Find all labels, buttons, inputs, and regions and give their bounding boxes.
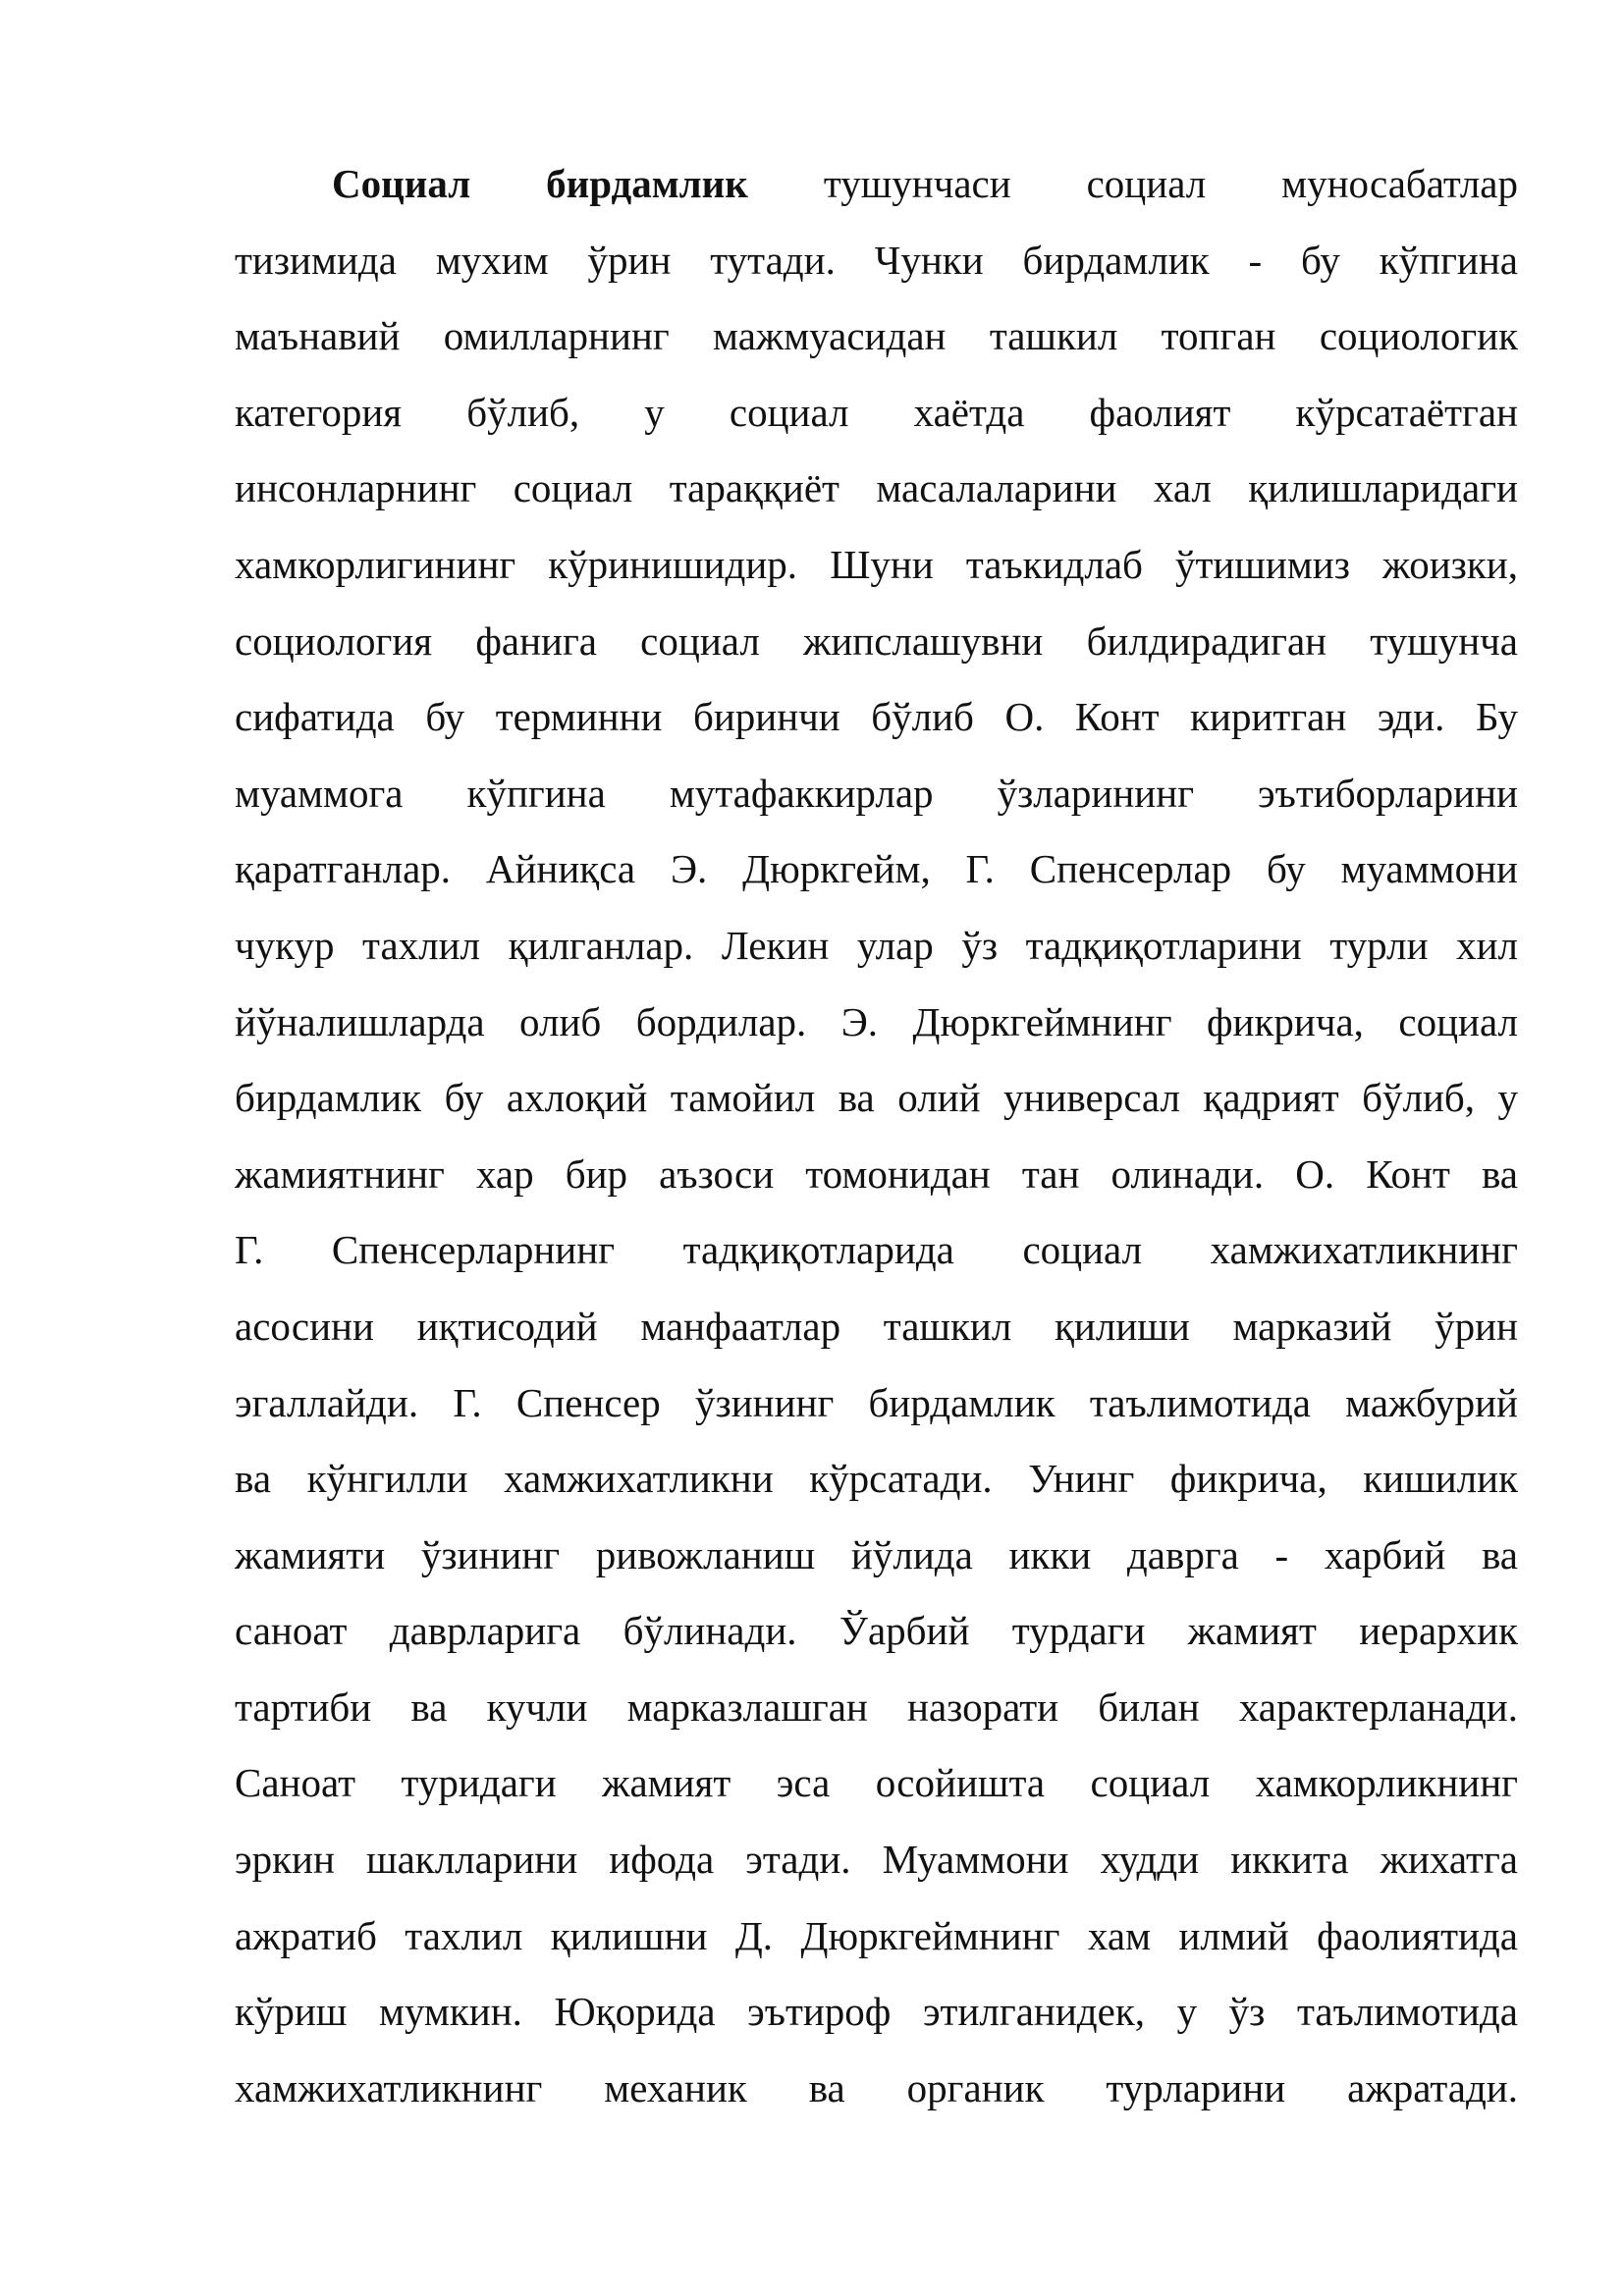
- text-line-17: эгаллайди. Г. Спенсер ўзининг бирдамлик таълимотида мажбурий: [235, 1379, 1518, 1425]
- text-line-18: ва кўнгилли хамжихатликни кўрсатади. Унинг фикрича, кишилик: [235, 1456, 1518, 1502]
- text-line-3: маънавий омилларнинг мажмуасидан ташкил топган социологик: [235, 313, 1518, 359]
- text-line-9: муаммога кўпгина мутафаккирлар ўзларининг эътиборларини: [235, 770, 1518, 816]
- text-line-10: қаратганлар. Айниқса Э. Дюркгейм, Г. Спенсерлар бу муаммони: [235, 846, 1518, 892]
- text-line-4: категория бўлиб, у социал хаётда фаолият кўрсатаётган: [235, 389, 1518, 435]
- text-line-25: кўриш мумкин. Юқорида эътироф этилганидек, у ўз таълимотида: [235, 1989, 1518, 2035]
- text-line-2: тизимида мухим ўрин тутади. Чунки бирдамлик - бу кўпгина: [235, 237, 1518, 283]
- text-line-16: асосини иқтисодий манфаатлар ташкил қилиши марказий ўрин: [235, 1303, 1518, 1349]
- text-line-26: хамжихатликнинг механик ва органик турларини ажратади.: [235, 2064, 1518, 2110]
- text-line-6: хамкорлигининг кўринишидир. Шуни таъкидлаб ўтишимиз жоизки,: [235, 541, 1518, 587]
- text-line-7: социология фанига социал жипслашувни билдирадиган тушунча: [235, 617, 1518, 664]
- text-line-11: чукур тахлил қилганлар. Лекин улар ўз тадқиқотларини турли хил: [235, 922, 1518, 968]
- text-line-1: [235, 153, 1518, 230]
- text-line-15: Г. Спенсерларнинг тадқиқотларида социал хамжихатликнинг: [235, 1227, 1518, 1273]
- first-line-rest: тушунчаси социал муносабатлар: [747, 161, 1518, 206]
- text-line-22: Саноат туридаги жамият эса осойишта социал хамкорликнинг: [235, 1760, 1518, 1806]
- text-line-23: эркин шаклларини ифода этади. Муаммони худди иккита жихатга: [235, 1837, 1518, 1883]
- text-line-20: саноат даврларига бўлинади. Ўарбий турдаги жамият иерархик: [235, 1608, 1518, 1654]
- text-line-13: бирдамлик бу ахлоқий тамойил ва олий универсал қадрият бўлиб, у: [235, 1075, 1518, 1121]
- text-line-19: жамияти ўзининг ривожланиш йўлида икки даврга - харбий ва: [235, 1531, 1518, 1577]
- text-line-12: йўналишларда олиб бордилар. Э. Дюркгеймнинг фикрича, социал: [235, 998, 1518, 1044]
- text-line-14: жамиятнинг хар бир аъзоси томонидан тан олинади. О. Конт ва: [235, 1150, 1518, 1197]
- text-line-5: инсонларнинг социал тараққиёт масалаларини хал қилишларидаги: [235, 465, 1518, 511]
- text-line-8: сифатида бу терминни биринчи бўлиб О. Конт киритган эди. Бу: [235, 694, 1518, 740]
- text-line-21: тартиби ва кучли марказлашган назорати билан характерланади.: [235, 1683, 1518, 1730]
- text-line-24: ажратиб тахлил қилишни Д. Дюркгеймнинг хам илмий фаолиятида: [235, 1912, 1518, 1958]
- bold-term: Социал бирдамлик: [332, 161, 748, 206]
- body-text: [235, 153, 1518, 2133]
